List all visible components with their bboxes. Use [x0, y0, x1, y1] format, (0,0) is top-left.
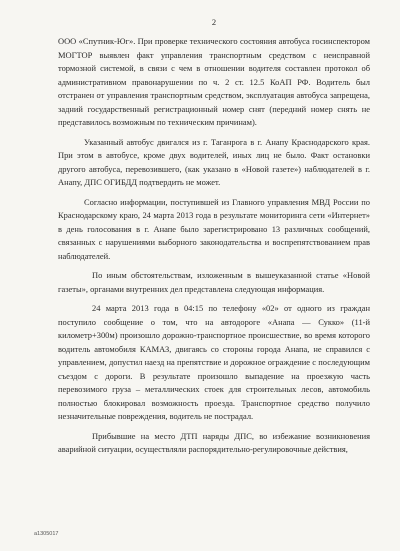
paragraph-dps-arrival: Прибывшие на место ДТП наряды ДПС, во избежание возникновения аварийной ситуации, осуществляли распорядительно-регулировочные действия,: [58, 430, 370, 454]
footer-document-code: a1305017: [34, 530, 59, 537]
paragraph-accident-report: 24 марта 2013 года в 04:15 по телефону «02» от одного из граждан поступило сообщение о том, что на автодороге «Анапа — Сукко» (11-й километр+300м) произошло дорожно-транспортное происшествие, во время которого водитель автомобиля КАМАЗ, двигаясь со стороны города Анапа, не справился с управлением, допустил наезд на препятствие и дорожное ограждение с последующим съездом с дороги. В результате произошло выпадение на проезжую часть перевозимого груза – металлических стоек для строительных лесов, автомобиль полностью блокировал возможность проезда. Транспортное средство получило незначительные повреждения, водитель не пострадал.: [58, 303, 370, 421]
paragraph-bus-route: Указанный автобус двигался из г. Таганрога в г. Анапу Краснодарского края. При этом в автобусе, кроме двух водителей, иных лиц не было. Факт остановки другого автобуса, перевозившего, (как указано в «Новой газете») наблюдателей в г. Анапу, ДПС ОГИБДД подтвердить не может.: [58, 136, 370, 187]
paragraph-inspection: ООО «Спутник-Юг». При проверке технического состояния автобуса госинспектором МОГТОР выявлен факт управления транспортным средством с неисправной тормозной системой, в связи с чем в отношении водителя составлен протокол об административном правонарушении по ч. 2 ст. 12.5 КоАП РФ. Водитель был отстранен от управления транспортным средством, эксплуатация автобуса запрещена, задний государственный регистрационный номер снят (передний номер снять не представилось возможным по техническим причинам).: [58, 36, 370, 127]
paragraph-other-circumstances: По иным обстоятельствам, изложенным в вышеуказанной статье «Новой газеты», органами внутренних дел представлена следующая информация.: [58, 270, 370, 294]
paragraph-internet-monitoring: Согласно информации, поступившей из Главного управления МВД России по Краснодарскому краю, 24 марта 2013 года в результате мониторинга сети «Интернет» в день голосования в г. Анапе было зарегистрировано 13 различных сообщений, связанных с нарушениями выборного законодательства и воспрепятствованием прав наблюдателей.: [58, 196, 370, 261]
page-number: 2: [211, 17, 217, 27]
